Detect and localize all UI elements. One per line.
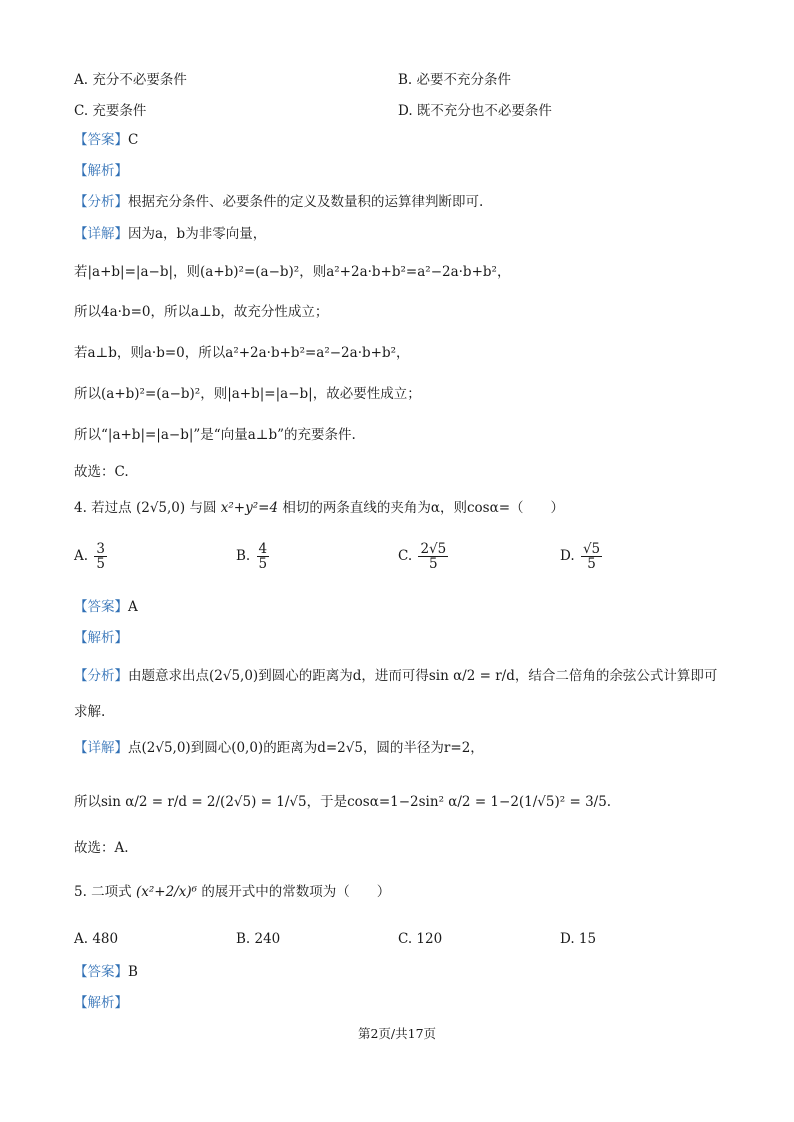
- q4-answer: A: [128, 599, 138, 615]
- q4-option-a-den: 5: [96, 556, 105, 573]
- q4-option-a: [74, 542, 109, 571]
- q3-option-d: D. 既不充分也不必要条件: [398, 103, 552, 119]
- q3-xiangjie-line-1: [74, 224, 266, 244]
- q4-option-b-den: 5: [258, 556, 268, 573]
- answer-label: 【答案】: [74, 964, 128, 980]
- q4-xiangjie-line-1: [74, 738, 484, 758]
- q4-option-a-label: A.: [74, 548, 89, 565]
- q5-stem-pre: 5. 二项式: [74, 884, 132, 900]
- q5-stem: [74, 882, 390, 902]
- q4-stem-pre: 4. 若过点: [74, 500, 132, 516]
- page-footer: 第2页/共17页: [357, 1026, 437, 1041]
- q4-xiangjie-line-2: 所以sin α/2 = r/d = 2/(2√5) = 1/√5，于是cosα=1−2sin² α/2 = 1−2(1/√5)² = 3/5.: [74, 794, 612, 810]
- q5-stem-post: 的展开式中的常数项为（ ）: [201, 884, 391, 900]
- q4-option-d-den: 5: [587, 556, 596, 573]
- q4-fenxi-line-2: 求解.: [74, 704, 106, 720]
- q4-option-a-num: 3: [96, 541, 105, 557]
- q5-analysis-label: 【解析】: [74, 995, 128, 1011]
- q4-option-c-den: 5: [429, 556, 438, 573]
- q3-option-b: B. 必要不充分条件: [398, 72, 512, 88]
- q5-answer: B: [128, 964, 138, 980]
- xiangjie-label: 【详解】: [74, 226, 128, 242]
- q3-xiangjie-line-4: 若a⊥b，则a·b=0，所以a²+2a·b+b²=a²−2a·b+b²，: [74, 345, 410, 361]
- q5-option-c: C. 120: [398, 931, 443, 947]
- q4-stem-post: 相切的两条直线的夹角为α，则cosα=（ ）: [282, 500, 565, 516]
- q3-xiangjie-line-2: 若|a+b|=|a−b|，则(a+b)²=(a−b)²，则a²+2a·b+b²=a²−2a·b+b²，: [74, 264, 511, 280]
- fenxi-label: 【分析】: [74, 194, 128, 210]
- q5-option-b: B. 240: [236, 931, 281, 947]
- q4-fenxi1: 由题意求出点(2√5,0)到圆心的距离为d，进而可得sin α/2 = r/d，结合二倍角的余弦公式计算即可: [128, 668, 718, 684]
- q4-option-d-num: √5: [582, 541, 601, 557]
- q4-conclusion: 故选：A.: [74, 840, 129, 856]
- q3-option-c: C. 充要条件: [74, 103, 147, 119]
- q4-option-d-label: D.: [560, 548, 575, 565]
- q3-answer-line: [74, 130, 138, 150]
- q4-stem-mid: 与圆: [189, 500, 217, 516]
- q4-option-c-num: 2√5: [420, 541, 447, 557]
- q4-option-b-num: 4: [258, 541, 268, 557]
- q5-option-d: D. 15: [560, 931, 597, 947]
- answer-label: 【答案】: [74, 599, 128, 615]
- q3-conclusion: 故选：C.: [74, 464, 129, 480]
- q4-stem: [74, 498, 564, 518]
- q3-xiangjie-line-5: 所以(a+b)²=(a−b)²，则|a+b|=|a−b|，故必要性成立；: [74, 386, 421, 402]
- q4-stem-circle: x²+y²=4: [220, 500, 279, 516]
- q5-stem-expr: (x²+2/x)⁶: [135, 884, 198, 900]
- q5-answer-line: [74, 962, 138, 982]
- q3-answer: C: [128, 132, 139, 148]
- q3-fenxi: 根据充分条件、必要条件的定义及数量积的运算律判断即可.: [128, 194, 484, 210]
- q3-xiangjie-line-3: 所以4a·b=0，所以a⊥b，故充分性成立；: [74, 304, 329, 320]
- q3-analysis-label: 【解析】: [74, 163, 128, 179]
- q4-option-c-label: C.: [398, 548, 413, 565]
- q4-analysis-label: 【解析】: [74, 630, 128, 646]
- q4-stem-point: (2√5,0): [135, 500, 186, 516]
- q4-option-d: [560, 542, 604, 571]
- q3-fenxi-line: [74, 192, 483, 212]
- q3-xj1: 因为a，b为非零向量，: [128, 226, 267, 242]
- q4-answer-line: [74, 597, 138, 617]
- answer-label: 【答案】: [74, 132, 128, 148]
- q3-xiangjie-line-6: 所以“|a+b|=|a−b|”是“向量a⊥b”的充要条件.: [74, 427, 356, 443]
- q4-xj1: 点(2√5,0)到圆心(0,0)的距离为d=2√5，圆的半径为r=2，: [128, 740, 484, 756]
- q5-option-a: A. 480: [74, 931, 119, 947]
- q4-option-b-label: B.: [236, 548, 251, 565]
- q4-option-c: [398, 542, 450, 571]
- xiangjie-label: 【详解】: [74, 740, 128, 756]
- q4-fenxi-line-1: [74, 666, 717, 686]
- fenxi-label: 【分析】: [74, 668, 128, 684]
- q3-option-a: A. 充分不必要条件: [74, 72, 187, 88]
- q4-option-b: [236, 542, 271, 571]
